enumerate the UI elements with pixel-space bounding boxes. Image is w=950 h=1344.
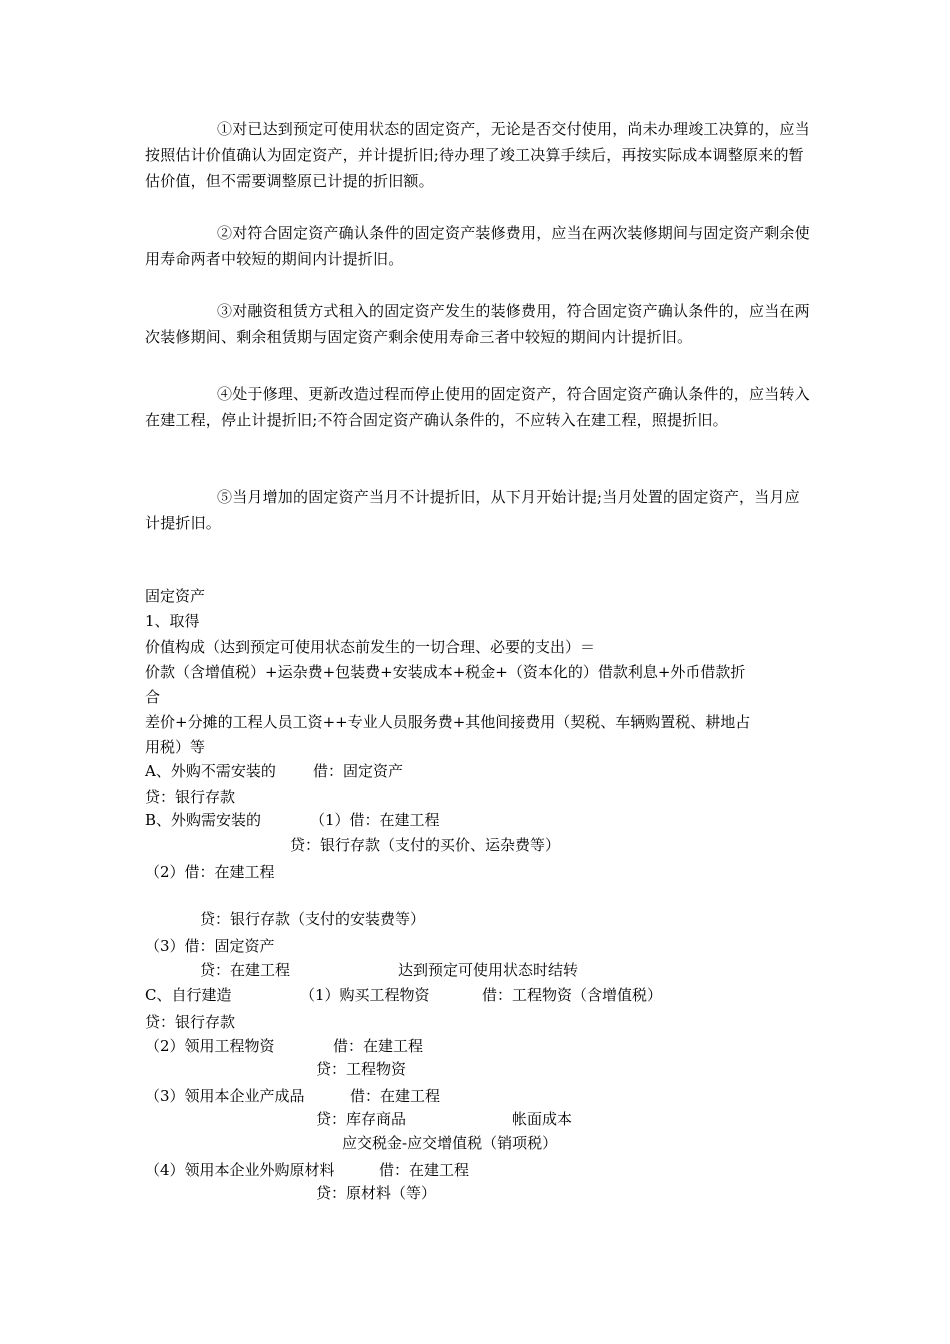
paragraph-5: ⑤当月增加的固定资产当月不计提折旧，从下月开始计提;当月处置的固定资产，当月应计提折旧。 xyxy=(145,488,800,532)
formula-line-4: 用税）等 xyxy=(145,738,206,756)
entry-b3-debit: （3）借：固定资产 xyxy=(145,937,275,955)
formula-line-2: 合 xyxy=(145,688,161,706)
entry-c2-item: （2）领用工程物资 xyxy=(145,1037,275,1055)
entry-b3-note: 达到预定可使用状态时结转 xyxy=(398,961,579,979)
formula-line-3: 差价+分摊的工程人员工资++专业人员服务费+其他间接费用（契税、车辆购置税、耕地占 xyxy=(145,713,751,731)
paragraph-3: ③对融资租赁方式租入的固定资产发生的装修费用，符合固定资产确认条件的，应当在两次装修期间、剩余租赁期与固定资产剩余使用寿命三者中较短的期间内计提折旧。 xyxy=(145,302,810,346)
entry-c1-credit: 贷：银行存款 xyxy=(145,1013,236,1031)
entry-c1-debit: 借：工程物资（含增值税） xyxy=(482,986,663,1004)
entry-c3-note: 帐面成本 xyxy=(512,1110,573,1128)
entry-b1-credit: 贷：银行存款（支付的买价、运杂费等） xyxy=(290,836,561,854)
entry-c4-credit: 贷：原材料（等） xyxy=(316,1184,437,1202)
value-definition: 价值构成（达到预定可使用状态前发生的一切合理、必要的支出）＝ xyxy=(145,638,596,656)
entry-c3-item: （3）领用本企业产成品 xyxy=(145,1087,305,1105)
entry-a-debit: 借：固定资产 xyxy=(313,762,404,780)
entry-b1-debit: （1）借：在建工程 xyxy=(310,811,440,829)
entry-b2-debit: （2）借：在建工程 xyxy=(145,863,275,881)
entry-c3-debit: 借：在建工程 xyxy=(350,1087,441,1105)
entry-c3-tax: 应交税金-应交增值税（销项税） xyxy=(342,1134,558,1152)
entry-c4-debit: 借：在建工程 xyxy=(379,1161,470,1179)
formula-line-1: 价款（含增值税）+运杂费+包装费+安装成本+税金+（资本化的）借款利息+外币借款折 xyxy=(145,663,746,681)
paragraph-4: ④处于修理、更新改造过程而停止使用的固定资产，符合固定资产确认条件的，应当转入在建工程，停止计提折旧;不符合固定资产确认条件的，不应转入在建工程，照提折旧。 xyxy=(145,385,810,429)
entry-a-label: A、外购不需安装的 xyxy=(145,762,276,780)
entry-c4-item: （4）领用本企业外购原材料 xyxy=(145,1161,335,1179)
paragraph-2: ②对符合固定资产确认条件的固定资产装修费用，应当在两次装修期间与固定资产剩余使用寿命两者中较短的期间内计提折旧。 xyxy=(145,224,810,268)
paragraph-1: ①对已达到预定可使用状态的固定资产，无论是否交付使用，尚未办理竣工决算的，应当按照估计价值确认为固定资产，并计提折旧;待办理了竣工决算手续后，再按实际成本调整原来的暂估价值，但不需要调整原已计提的折旧额。 xyxy=(145,120,810,190)
entry-b2-credit: 贷：银行存款（支付的安装费等） xyxy=(200,910,426,928)
entry-c2-debit: 借：在建工程 xyxy=(333,1037,424,1055)
entry-b-label: B、外购需安装的 xyxy=(145,811,262,829)
entry-b3-credit: 贷：在建工程 xyxy=(200,961,291,979)
entry-c1-item: （1）购买工程物资 xyxy=(300,986,430,1004)
notes-heading: 固定资产 xyxy=(145,587,206,605)
entry-a-credit: 贷：银行存款 xyxy=(145,788,236,806)
entry-c-label: C、自行建造 xyxy=(145,986,232,1004)
section-heading: 1、取得 xyxy=(145,612,200,630)
entry-c3-credit: 贷：库存商品 xyxy=(316,1110,407,1128)
entry-c2-credit: 贷：工程物资 xyxy=(316,1060,407,1078)
